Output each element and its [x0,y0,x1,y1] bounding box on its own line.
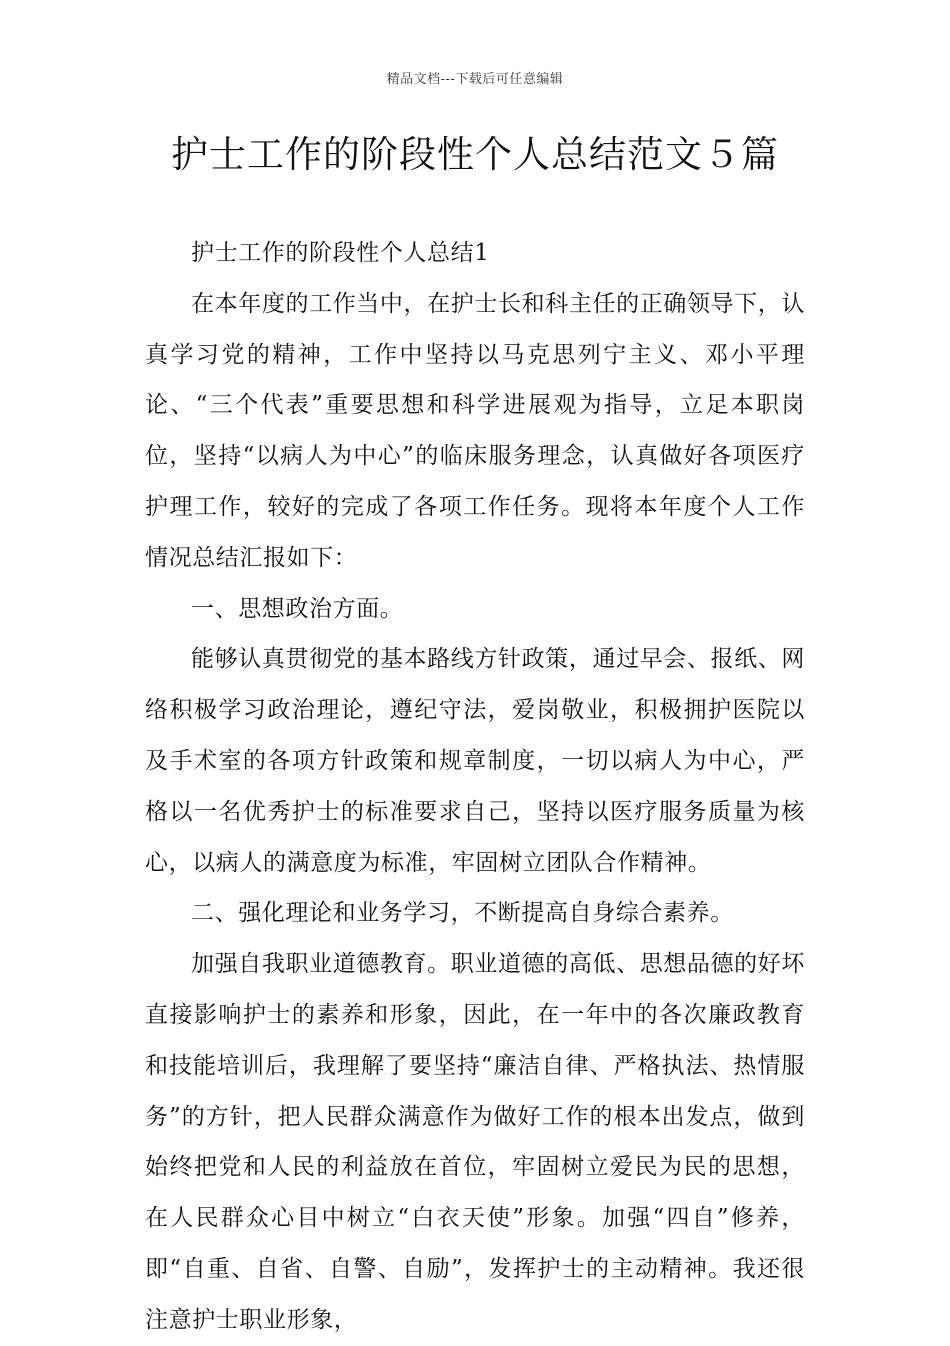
section-heading-political: 一、思想政治方面。 [191,595,404,622]
section-heading-summary-1: 护士工作的阶段性个人总结1 [191,240,490,266]
political-paragraph: 能够认真贯彻党的基本路线方针政策，通过早会、报纸、网络积极学习政治理论，遵纪守法，爱岗敬业，积极拥护医院以及手术室的各项方针政策和规章制度，一切以病人为中心，严格以一名优秀护士的标准要求自己，坚持以医疗服务质量为核心，以病人的满意度为标准，牢固树立团队合作精神。 [145,646,805,876]
header-note: 精品文档---下载后可任意编辑 [386,72,564,87]
section-heading-study: 二、强化理论和业务学习，不断提高自身综合素养。 [191,900,734,927]
study-paragraph: 加强自我职业道德教育。职业道德的高低、思想品德的好坏直接影响护士的素养和形象，因此，在一年中的各次廉政教育和技能培训后，我理解了要坚持“廉洁自律、严格执法、热情服务”的方针，把人民群众满意作为做好工作的根本出发点，做到始终把党和人民的利益放在首位，牢固树立爱民为民的思想，在人民群众心目中树立“白衣天使”形象。加强“四自”修养，即“自重、自省、自警、自励”，发挥护士的主动精神。我还很注意护士职业形象， [145,951,805,1333]
intro-paragraph: 在本年度的工作当中，在护士长和科主任的正确领导下，认真学习党的精神，工作中坚持以马克思列宁主义、邓小平理论、“三个代表”重要思想和科学进展观为指导，立足本职岗位，坚持“以病人为中心”的临床服务理念，认真做好各项医疗护理工作，较好的完成了各项工作任务。现将本年度个人工作情况总结汇报如下： [145,290,805,571]
document-title: 护士工作的阶段性个人总结范文５篇 [171,133,779,176]
document-body [145,228,805,1346]
